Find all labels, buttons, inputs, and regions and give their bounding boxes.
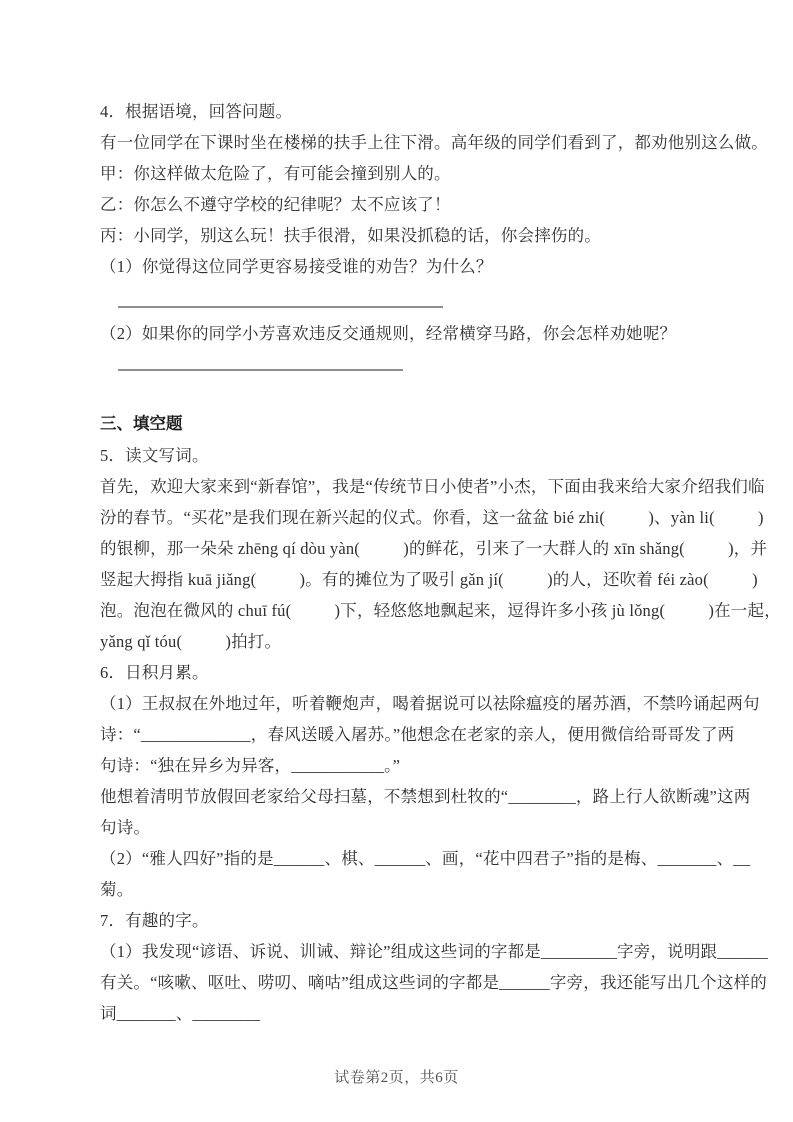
q6-text-line: 诗：“_____________，春风送暖入屠苏。”他想念在老家的亲人，便用微信给哥哥发了两 [100,725,735,744]
q6-title: 6．日积月累。 [100,663,209,682]
q4-dialogue-bing: 丙：小同学，别这么玩！扶手很滑，如果没抓稳的话，你会摔伤的。 [100,226,601,245]
q7-text-line: （1）我发现“谚语、诉说、训诫、辩论”组成这些词的字都是_________字旁，说明跟______ [100,942,768,961]
q7-text-line: 词_______、________ [100,1004,261,1023]
q6-text-line: （2）“雅人四好”指的是______、棋、______、画，“花中四君子”指的是梅、_______、__ [100,849,751,868]
section-fill-in-blanks-title: 三、填空题 [100,415,183,433]
q4-context: 有一位同学在下课时坐在楼梯的扶手上往下滑。高年级的同学们看到了，都劝他别这么做。 [100,133,768,152]
q7-title: 7．有趣的字。 [100,911,209,930]
q6-text-line: 菊。 [100,880,134,899]
answer-line [118,369,403,371]
q4-sub-question-2: （2）如果你的同学小芳喜欢违反交通规则，经常横穿马路，你会怎样劝她呢？ [100,324,677,343]
page-footer: 试卷第2页，共6页 [334,1070,459,1086]
q6-text-line: 句诗。 [100,818,151,837]
q5-text-line: yǎng qǐ tóu( )拍打。 [100,632,282,651]
q4-dialogue-jia: 甲：你这样做太危险了，有可能会撞到别人的。 [100,164,451,183]
q5-text-line: 汾的春节。“买花”是我们现在新兴起的仪式。你看，这一盆盆 bié zhi( )、yàn li( ) [100,508,764,527]
q6-text-line: 句诗：“独在异乡为异客，___________。” [100,756,401,775]
page-content [100,96,781,1029]
q7-text-line: 有关。“咳嗽、呕吐、唠叨、嘀咕”组成这些词的字都是______字旁，我还能写出几个这样的 [100,973,767,992]
q5-text-line: 的银柳，那一朵朵 zhēng qí dòu yàn( )的鲜花，引来了一大群人的 xīn shǎng( )，并 [100,539,768,558]
q5-text-line: 竖起大拇指 kuā jiǎng( )。有的摊位为了吸引 gǎn jí( )的人，还吹着 féi zào( ) [100,570,758,589]
q4-sub-question-1: （1）你觉得这位同学更容易接受谁的劝告？为什么？ [100,257,493,276]
q4-dialogue-yi: 乙：你怎么不遵守学校的纪律呢？太不应该了！ [100,195,451,214]
q5-text-line: 泡。泡泡在微风的 chuī fú( )下，轻悠悠地飘起来，逗得许多小孩 jù lǒng( )在一起， [100,601,781,620]
q6-text-line: 他想着清明节放假回老家给父母扫墓，不禁想到杜牧的“________，路上行人欲断魂”这两 [100,787,751,806]
q5-title: 5．读文写词。 [100,446,209,465]
answer-line [118,306,443,308]
q5-text-line: 首先，欢迎大家来到“新春馆”，我是“传统节日小使者”小杰，下面由我来给大家介绍我们临 [100,477,765,496]
q4-title: 4．根据语境，回答问题。 [100,102,293,121]
q6-text-line: （1）王叔叔在外地过年，听着鞭炮声，喝着据说可以祛除瘟疫的屠苏酒，不禁吟诵起两句 [100,694,760,713]
